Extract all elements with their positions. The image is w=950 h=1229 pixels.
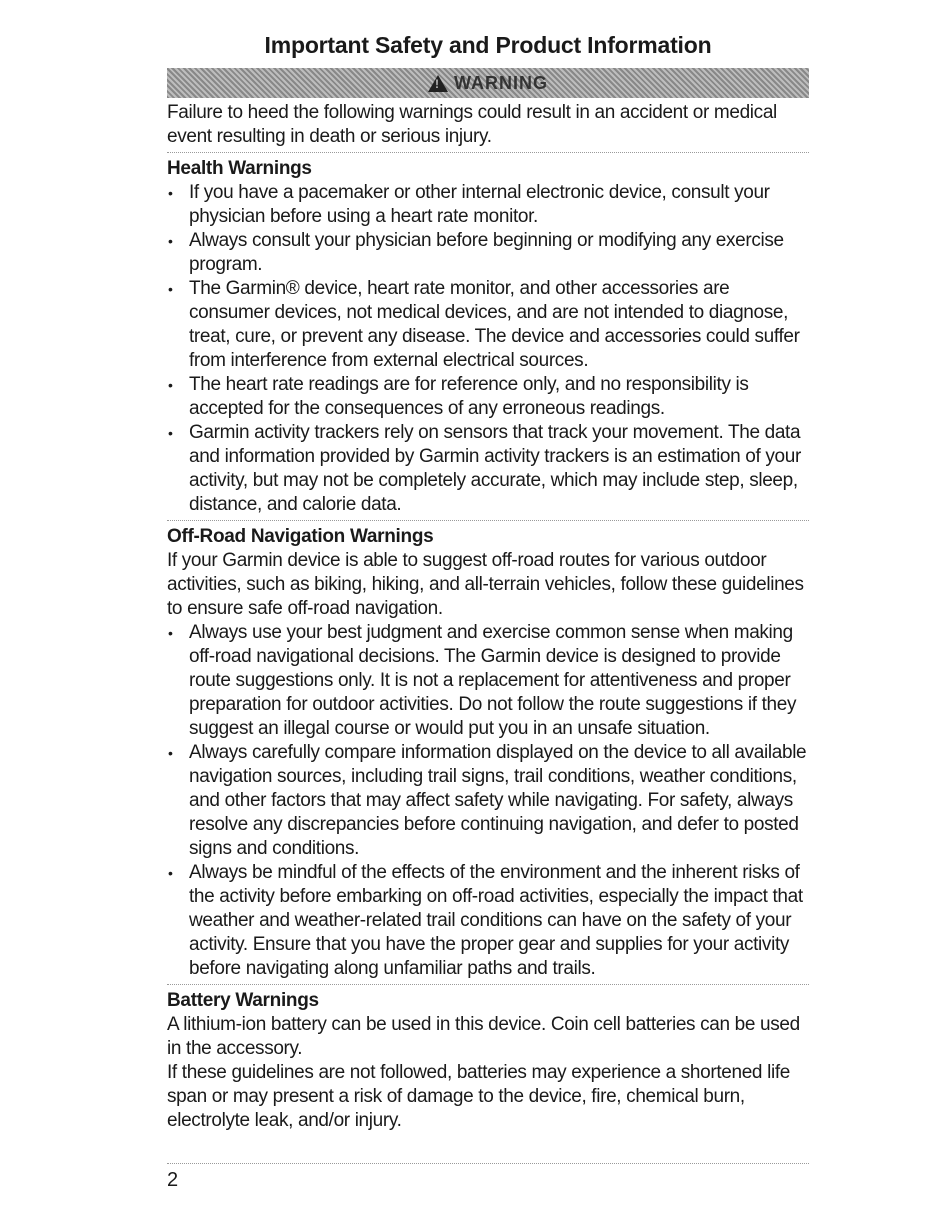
list-item: • Always use your best judgment and exercise common sense when making off-road navigational decisions. The Garmin device is designed to provide route suggestions only. It is not a replacement for attentiveness and proper preparation for outdoor activities. Do not follow the route suggestions if they suggest an illegal course or would put you in an unsafe situation. <box>167 621 809 741</box>
footer-divider <box>167 1163 809 1164</box>
warning-triangle-icon <box>428 75 448 92</box>
health-heading: Health Warnings <box>167 158 312 179</box>
warning-intro: Failure to heed the following warnings could result in an accident or medical event resulting in death or serious injury. <box>167 102 777 147</box>
list-item: • Garmin activity trackers rely on sensors that track your movement. The data and information provided by Garmin activity trackers is an estimation of your activity, but may not be completely accurate, which may include step, sleep, distance, and calorie data. <box>167 421 809 517</box>
offroad-heading: Off-Road Navigation Warnings <box>167 526 434 547</box>
health-warnings-section <box>167 157 809 517</box>
manual-page <box>167 28 809 1133</box>
list-item: • The Garmin® device, heart rate monitor, and other accessories are consumer devices, not medical devices, and are not intended to diagnose, treat, cure, or prevent any disease. The device and accessories could suffer from interference from external electrical sources. <box>167 277 809 373</box>
battery-paragraph: If these guidelines are not followed, batteries may experience a shortened life span or may present a risk of damage to the device, fire, chemical burn, electrolyte leak, and/or injury. <box>167 1062 790 1131</box>
list-item: • Always carefully compare information displayed on the device to all available navigation sources, including trail signs, trail conditions, weather conditions, and other factors that may affect safety while navigating. For safety, always resolve any discrepancies before continuing navigation, and defer to posted signs and conditions. <box>167 741 809 861</box>
offroad-intro: If your Garmin device is able to suggest off-road routes for various outdoor activities, such as biking, hiking, and all-terrain vehicles, follow these guidelines to ensure safe off-road navigation. <box>167 550 804 619</box>
health-list <box>167 181 809 517</box>
page-title: Important Safety and Product Information <box>264 32 712 58</box>
list-item: • The heart rate readings are for reference only, and no responsibility is accepted for the consequences of any erroneous readings. <box>167 373 809 421</box>
offroad-warnings-section <box>167 525 809 981</box>
divider <box>167 152 809 153</box>
page-number: 2 <box>167 1169 179 1191</box>
warning-label: WARNING <box>454 72 548 93</box>
divider <box>167 984 809 985</box>
offroad-list <box>167 621 809 981</box>
battery-paragraph: A lithium-ion battery can be used in this device. Coin cell batteries can be used in the accessory. <box>167 1014 800 1059</box>
list-item: • Always be mindful of the effects of the environment and the inherent risks of the activity before embarking on off-road activities, especially the impact that weather and weather-related trail conditions can have on the safety of your activity. Ensure that you have the proper gear and supplies for your activity before navigating along unfamiliar paths and trails. <box>167 861 809 981</box>
list-item: • If you have a pacemaker or other internal electronic device, consult your physician before using a heart rate monitor. <box>167 181 809 229</box>
divider <box>167 520 809 521</box>
warning-banner <box>167 68 809 98</box>
battery-warnings-section <box>167 989 809 1133</box>
list-item: • Always consult your physician before beginning or modifying any exercise program. <box>167 229 809 277</box>
battery-heading: Battery Warnings <box>167 990 319 1011</box>
